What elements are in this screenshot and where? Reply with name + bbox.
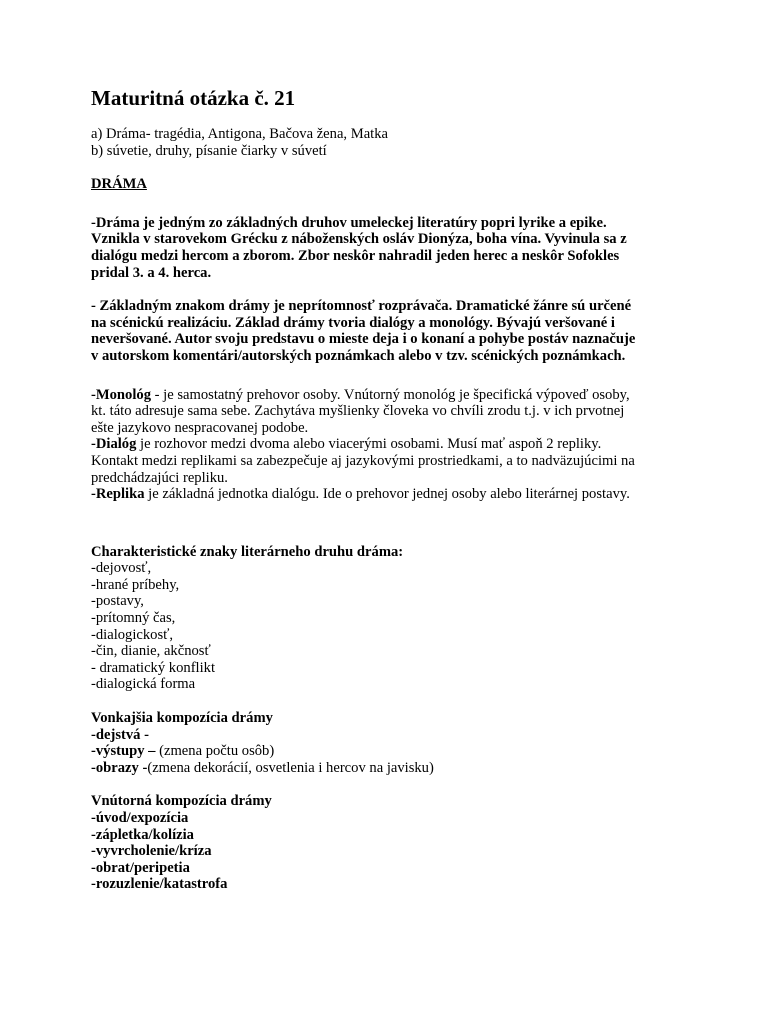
paragraph-line: Vznikla v starovekom Grécku z náboženských osláv Dionýza, boha vína. Vyvinula sa z — [91, 231, 627, 248]
list-item: -dejovosť, — [91, 560, 152, 577]
paragraph-intro — [91, 215, 731, 281]
definition-text: je rozhovor medzi dvoma alebo viacerými osobami. Musí mať aspoň 2 repliky. — [136, 436, 602, 453]
list-item: -zápletka/kolízia — [91, 826, 194, 843]
list-note: (zmena počtu osôb) — [155, 743, 275, 760]
list-item: -dialogická forma — [91, 676, 196, 693]
definition-dialog — [91, 436, 731, 453]
list-item: -prítomný čas, — [91, 610, 176, 627]
paragraph-line: pridal 3. a 4. herca. — [91, 264, 212, 281]
definition-text: - je samostatný prehovor osoby. Vnútorný monológ je špecifická výpoveď osoby, — [151, 386, 630, 403]
list-item: -hrané príbehy, — [91, 576, 180, 593]
list-item: - dramatický konflikt — [91, 659, 216, 676]
paragraph-line: -Dráma je jedným zo základných druhov umeleckej literatúry popri lyrike a epike. — [91, 214, 607, 231]
list-item — [91, 727, 731, 744]
list-item: -vyvrcholenie/kríza — [91, 843, 212, 860]
characteristics-heading: Charakteristické znaky literárneho druhu dráma: — [91, 543, 404, 560]
page-title: Maturitná otázka č. 21 — [91, 86, 296, 110]
list-item — [91, 760, 731, 777]
paragraph-features — [91, 298, 731, 364]
definition-text: kt. táto adresuje sama sebe. Zachytáva myšlienky človeka vo chvíli zrodu t.j. v ich prvotnej — [91, 403, 625, 420]
internal-composition-block — [91, 793, 731, 893]
definition-text: predchádzajúci repliku. — [91, 469, 228, 486]
list-term: -obrazy - — [91, 759, 148, 776]
paragraph-line: dialógu medzi hercom a zborom. Zbor neskôr nahradil jeden herec a neskôr Sofokles — [91, 247, 620, 264]
paragraph-line: - Základným znakom drámy je neprítomnosť rozprávača. Dramatické žánre sú určené — [91, 298, 632, 315]
paragraph-line: na scénickú realizáciu. Základ drámy tvoria dialógy a monológy. Bývajú veršované i — [91, 314, 615, 331]
paragraph-line: neveršované. Autor svoju predstavu o mieste deja i o konaní a pohybe postáv naznačuje — [91, 331, 636, 348]
topic-a: a) Dráma- tragédia, Antigona, Bačova žena, Matka — [91, 126, 389, 142]
document-page — [91, 86, 731, 893]
external-composition-block — [91, 710, 731, 776]
topic-b: b) súvetie, druhy, písanie čiarky v súvetí — [91, 142, 327, 159]
paragraph-line: v autorskom komentári/autorských poznámkach alebo v tzv. scénických poznámkach. — [91, 347, 626, 364]
list-item: -postavy, — [91, 593, 144, 610]
characteristics-block — [91, 544, 731, 693]
list-item: -čin, dianie, akčnosť — [91, 643, 211, 660]
section-heading-drama: DRÁMA — [91, 176, 147, 193]
term-dialog: -Dialóg — [91, 436, 137, 453]
term-monolog: -Monológ — [91, 386, 151, 403]
external-composition-heading: Vonkajšia kompozícia drámy — [91, 710, 273, 727]
list-item — [91, 743, 731, 760]
list-term: -dejstvá - — [91, 726, 149, 743]
list-item: -rozuzlenie/katastrofa — [91, 876, 228, 893]
definition-text: ešte jazykovo nespracovanej podobe. — [91, 419, 309, 436]
internal-composition-heading: Vnútorná kompozícia drámy — [91, 793, 272, 810]
topics-list — [91, 126, 731, 159]
term-replika: -Replika — [91, 486, 145, 503]
definition-monolog — [91, 387, 731, 404]
definition-text: je základná jednotka dialógu. Ide o prehovor jednej osoby alebo literárnej postavy. — [144, 486, 630, 503]
definition-text: Kontakt medzi replikami sa zabezpečuje aj jazykovými prostriedkami, a to nadväzujúcimi na — [91, 452, 635, 469]
definition-replika — [91, 486, 731, 503]
list-term: -výstupy – — [91, 743, 156, 760]
list-item: -úvod/expozícia — [91, 810, 189, 826]
list-item: -dialogickosť, — [91, 626, 174, 643]
list-item: -obrat/peripetia — [91, 859, 190, 876]
list-note: (zmena dekorácií, osvetlenia i hercov na javisku) — [147, 759, 434, 776]
definitions-block — [91, 387, 731, 503]
